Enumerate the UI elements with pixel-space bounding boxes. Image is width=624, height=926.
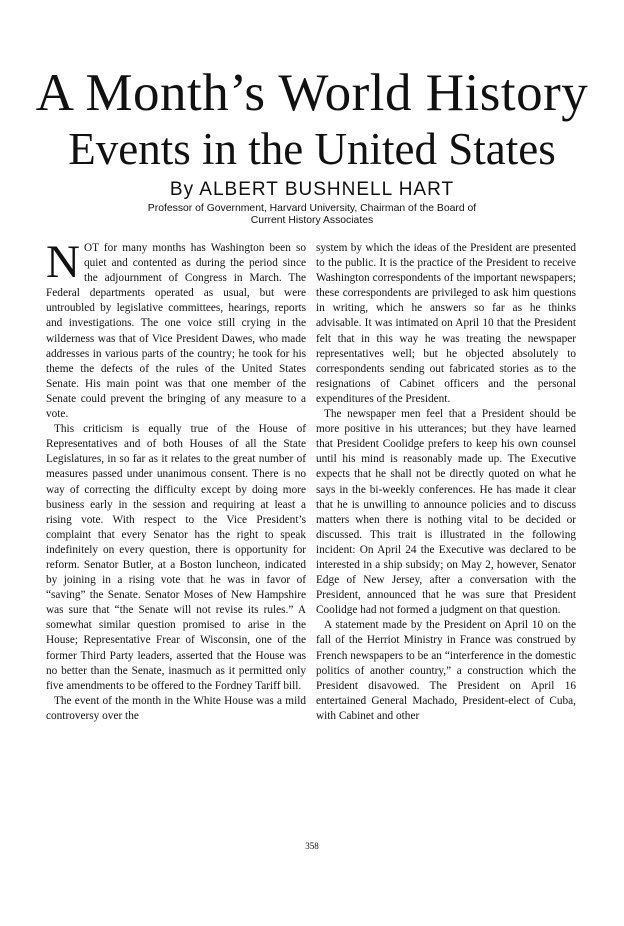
byline: By ALBERT BUSHNELL HART — [169, 179, 455, 200]
paragraph: system by which the ideas of the President are presented to the public. It is the practice of the President to receive Washington correspondents of the important newspapers; these correspondents are privileged to ask him questions in writing, which he answers so far as he thinks advisable. It was intimated on April 10 that the President felt that in this way he was treating the newspaper representatives well; but he objected absolutely to correspondents sending out fabricated stories as to the resignations of Cabinet officers and the personal expenditures of the President. — [316, 242, 576, 405]
left-column — [46, 241, 306, 841]
paragraph-text: OT for many months has Washington been so quiet and contented as during the period since the adjournment of Congress in March. The Federal departments operated as usual, but were untroubled by legislative committees, hearings, reports and investigations. The one voice still crying in the wilderness was that of Vice President Dawes, who made addresses in various parts of the country; he took for his theme the defects of the rules of the United States Senate. His main point was that one member of the Senate could prevent the bringing of any measure to a vote. — [46, 242, 306, 421]
drop-cap: N — [46, 241, 80, 288]
right-column — [316, 241, 576, 841]
paragraph: A statement made by the President on April 10 on the fall of the Herriot Ministry in France was construed by French newspapers to be an “interference in the domestic politics of another country,” a construction which the President disavowed. The President on April 16 entertained General Machado, President-elect of Cuba, with Cabinet and other — [316, 619, 576, 722]
affiliation-line-2: Current History Associates — [250, 215, 374, 226]
title-line-1: A Month’s World History — [35, 64, 589, 122]
paragraph — [46, 241, 306, 422]
title-line-2: Events in the United States — [68, 124, 556, 174]
affiliation-line-1: Professor of Government, Harvard University, Chairman of the Board of — [147, 203, 477, 214]
paragraph: The event of the month in the White House was a mild controversy over the — [46, 694, 306, 722]
paragraph: This criticism is equally true of the House of Representatives and of both Houses of all the State Legislatures, in so far as it relates to the great number of measures passed under unanimous consent. There is no way of correcting the difficulty except by doing more business early in the session and requiring at least a rising vote. With respect to the Vice President’s complaint that every Senator has the right to speak indefinitely on every question, there is opportunity for reform. Senator Butler, at a Boston luncheon, indicated by joining in a rising vote that he was in favor of “saving” the Senate. Senator Moses of New Hampshire was sure that “the Senate will not revise its rules.” A somewhat similar question promised to arise in the House; Representative Frear of Wisconsin, one of the former Third Party leaders, asserted that the House was no better than the Senate, inasmuch as it permitted only five amendments to be offered to the Fordney Tariff bill. — [46, 423, 306, 692]
paragraph: The newspaper men feel that a President should be more positive in his utterances; but they have learned that President Coolidge prefers to keep his own counsel until his mind is reasonably made up. The Executive expects that he shall not be directly quoted on what he says in the bi-weekly conferences. He has made it clear that he is unwilling to announce policies and to discuss matters when there is nothing vital to be decided or discussed. This trait is illustrated in the following incident: On April 24 the Executive was declared to be interested in a ship subsidy; on May 2, however, Senator Edge of New Jersey, after a conversation with the President, announced that he was sure that President Coolidge had not formed a judgment on that question. — [316, 408, 576, 617]
page-number: 358 — [305, 841, 319, 851]
